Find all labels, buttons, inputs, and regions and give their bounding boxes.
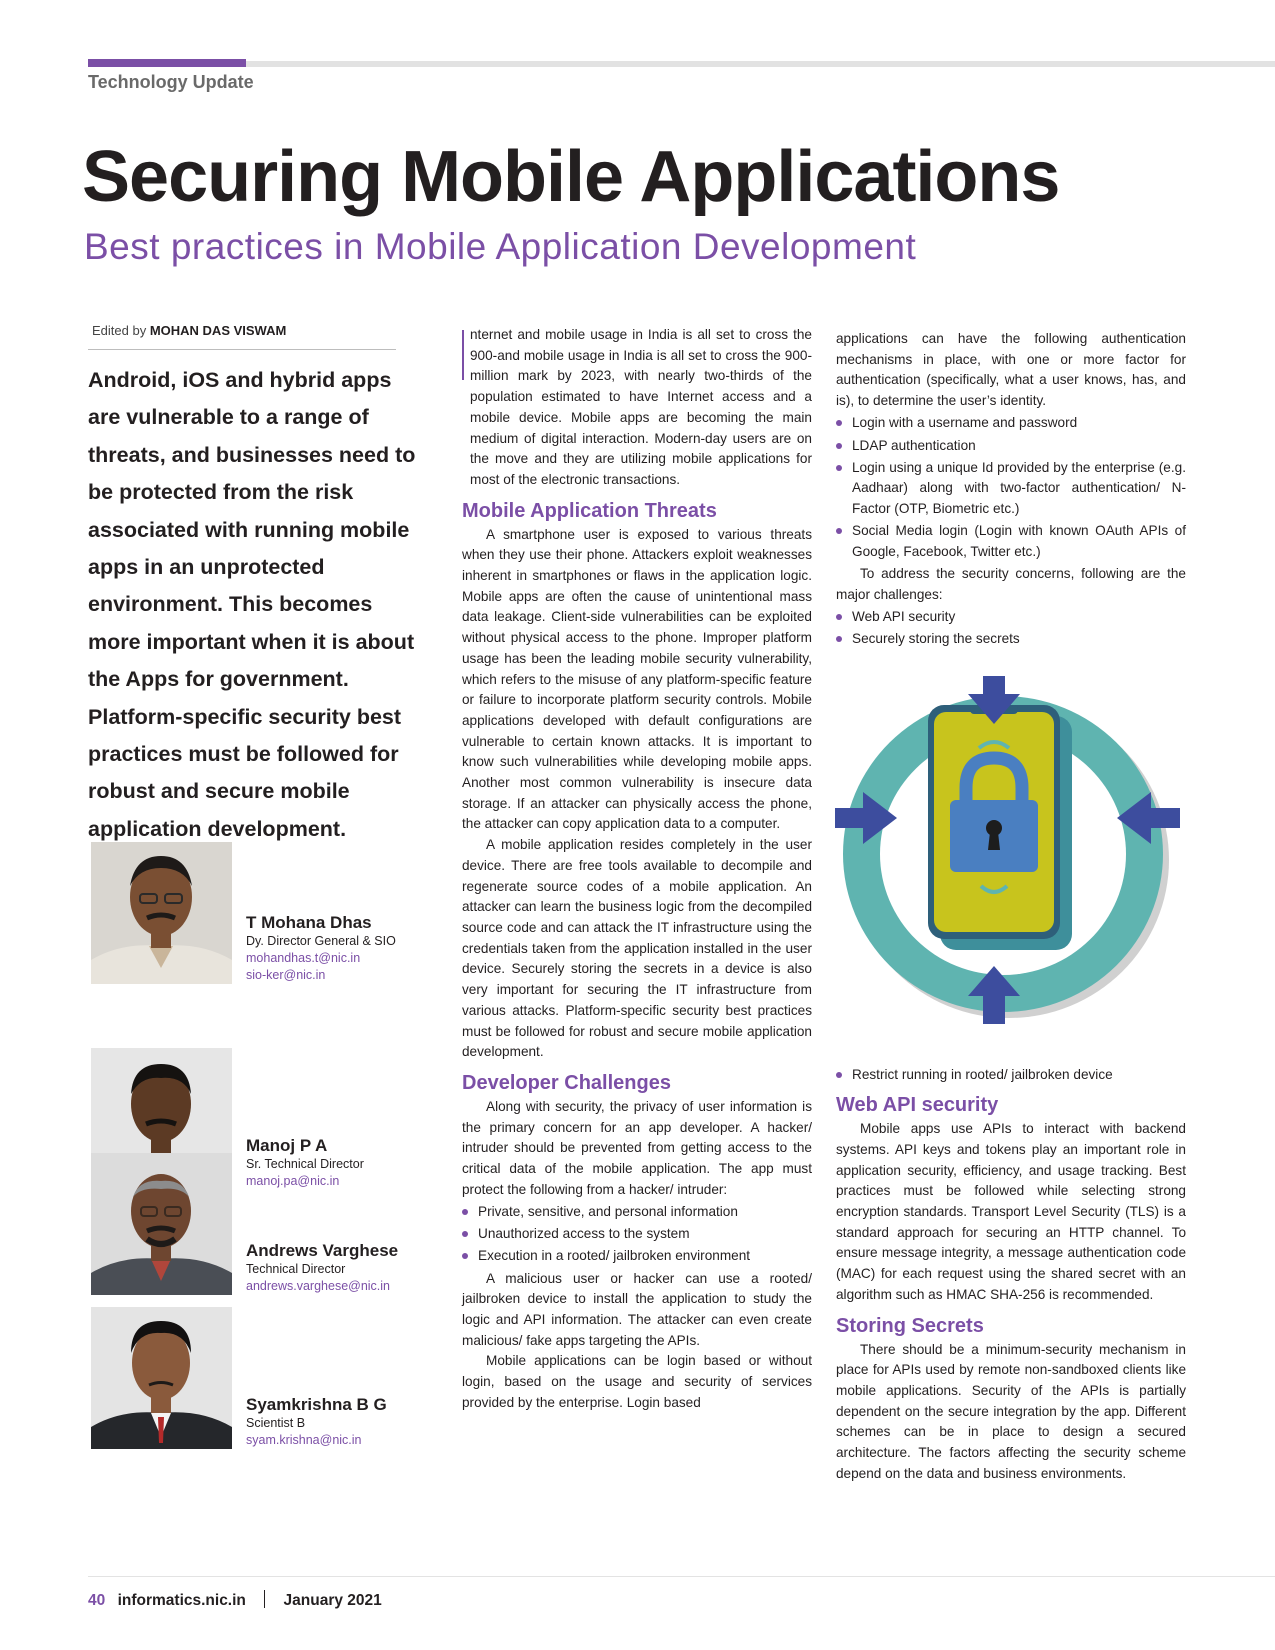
bullet-icon xyxy=(836,443,842,449)
author-photo xyxy=(91,1307,232,1449)
auth-paragraph: applications can have the following authentication mechanisms in place, with one or more factor for authentication (specifically, what a user knows, has, and is), to determine the user’s identity. xyxy=(836,331,1186,409)
article-column-3-bottom xyxy=(836,1063,1186,1484)
list-item: Restrict running in rooted/ jailbroken device xyxy=(836,1065,1186,1086)
author-card xyxy=(91,842,411,984)
bullet-icon xyxy=(836,465,842,471)
heading-web-api-security: Web API security xyxy=(836,1094,999,1117)
author-name: Syamkrishna B G xyxy=(246,1395,387,1414)
challenges-paragraph-3: Mobile applications can be login based or without login, based on the usage and security of services provided by the enterprise. Login based xyxy=(462,1353,812,1410)
intro-paragraph: nternet and mobile usage in India is all set to cross the 900-and mobile usage in India is all set to cross the 900-million mark by 2023, with nearly two-thirds of the population estimated to have Internet access and a mobile device. Mobile apps are becoming the main medium of digital interaction. Modern-day users are on the move and they are utilizing mobile applications for most of the electronic transactions. xyxy=(470,327,812,487)
bullet-icon xyxy=(836,528,842,534)
section-label: Technology Update xyxy=(88,72,254,92)
heading-threats: Mobile Application Threats xyxy=(462,499,717,522)
bullet-icon xyxy=(462,1231,468,1237)
author-info xyxy=(246,1394,387,1449)
list-item: Unauthorized access to the system xyxy=(462,1224,812,1245)
edited-by-label: Edited by xyxy=(92,323,147,338)
major-challenges-list-continued xyxy=(836,1065,1186,1086)
padlock-phone-icon xyxy=(835,676,1180,1031)
page-number: 40 xyxy=(88,1592,106,1609)
challenges-paragraph-1: Along with security, the privacy of user information is the primary concern for an app developer. A hacker/ intruder should be prevented from getting access to the critical data of the mobile application. The app must protect the following from a hacker/ intruder: xyxy=(462,1098,812,1197)
author-role: Technical Director xyxy=(246,1262,346,1277)
challenges-list xyxy=(462,1202,812,1267)
storing-secrets-paragraph: There should be a minimum-security mechanism in place for APIs used by remote non-sandboxed clients like mobile applications. Security of the APIs is partially dependent on the secure integration by the app. Different schemes can be in place to design a secured architecture. The factors affecting the security scheme depend on the data and business environments. xyxy=(836,1341,1186,1481)
bullet-icon xyxy=(836,420,842,426)
author-email[interactable]: mohandhas.t@nic.in xyxy=(246,951,361,966)
auth-list xyxy=(836,413,1186,562)
challenges-intro: To address the security concerns, following are the major challenges: xyxy=(836,566,1186,602)
footer-date: January 2021 xyxy=(283,1592,382,1609)
challenges-paragraph-2: A malicious user or hacker can use a rooted/ jailbroken device to install the application to study the logic and API information. The attacker can even create malicious/ fake apps targeting the APIs. xyxy=(462,1270,812,1348)
article-subtitle: Best practices in Mobile Application Development xyxy=(84,226,917,267)
article-title: Securing Mobile Applications xyxy=(82,137,1060,217)
bullet-icon xyxy=(836,1072,842,1078)
footer-rule xyxy=(88,1576,1275,1577)
article-column-3-top xyxy=(836,329,1186,652)
threats-paragraph-2: A mobile application resides completely in the user device. There are free tools available to decompile and regenerate source codes of a mobile application. An attacker can learn the business logic from the decompiled source code and can attack the IT infrastructure using the credentials taken from the application installed in the user device. Securely storing the secrets in a device is also very important for securing the IT infrastructure from various attacks. Platform-specific security best practices must be followed for robust and secure mobile application development. xyxy=(462,837,812,1060)
list-item: LDAP authentication xyxy=(836,436,1186,457)
footer-site[interactable]: informatics.nic.in xyxy=(117,1592,246,1609)
author-name: Manoj P A xyxy=(246,1136,328,1155)
author-email[interactable]: andrews.varghese@nic.in xyxy=(246,1279,391,1294)
author-info xyxy=(246,1240,398,1295)
author-info xyxy=(246,912,396,984)
author-card xyxy=(91,1307,411,1449)
bullet-icon xyxy=(836,636,842,642)
author-role: Sr. Technical Director xyxy=(246,1157,364,1172)
major-challenges-list xyxy=(836,607,1186,650)
editor-credit xyxy=(92,323,286,338)
list-item: Securely storing the secrets xyxy=(836,629,1186,650)
author-email[interactable]: syam.krishna@nic.in xyxy=(246,1433,362,1448)
editor-name: MOHAN DAS VISWAM xyxy=(149,323,287,338)
list-item: Social Media login (Login with known OAuth APIs of Google, Facebook, Twitter etc.) xyxy=(836,521,1186,562)
author-card xyxy=(91,1153,411,1295)
header-rule xyxy=(246,61,1275,67)
web-api-paragraph: Mobile apps use APIs to interact with backend systems. API keys and tokens play an important role in application security, efficiency, and usage tracking. Best practices must be followed while selecting strong encryption standards. Transport Level Security (TLS) is a standard approach for securing an HTTP channel. To ensure message integrity, a message authentication code (MAC) for each request using the shared secret with an algorithm such as HMAC SHA-256 is recommended. xyxy=(836,1121,1186,1302)
standfirst: Android, iOS and hybrid apps are vulnerable to a range of threats, and businesses need to be protected from the risk associated with running mobile apps in an unprotected environment. This becomes more important when it is about the Apps for government. Platform-specific security best practices must be followed for robust and secure mobile application development. xyxy=(88,368,416,841)
author-email[interactable]: manoj.pa@nic.in xyxy=(246,1174,340,1189)
list-item: Login using a unique Id provided by the enterprise (e.g. Aadhaar) along with two-factor authentication/ N- Factor (OTP, Biometric etc.) xyxy=(836,458,1186,520)
list-item: Execution in a rooted/ jailbroken environment xyxy=(462,1246,812,1267)
threats-paragraph-1: A smartphone user is exposed to various threats when they use their phone. Attackers exploit weaknesses inherent in smartphones or flaws in the application logic. Mobile apps are often the cause of unintentional mass data leakage. Client-side vulnerabilities can be exploited without physical access to the phone. Improper platform usage has been the leading mobile security vulnerability, which refers to the misuse of any platform-specific feature or failure to incorporate platform security controls. Mobile applications developed with default configurations are vulnerable to certain known attacks. It is important to know such vulnerabilities while developing mobile apps. Another most common vulnerability is insecure data storage. If an attacker can physically access the phone, the attacker can copy application data to a computer. xyxy=(462,526,812,832)
bullet-icon xyxy=(462,1253,468,1259)
author-name: T Mohana Dhas xyxy=(246,913,372,933)
author-role: Scientist B xyxy=(246,1416,306,1431)
author-photo xyxy=(91,1153,232,1295)
article-column-2 xyxy=(462,325,812,1413)
header-accent-bar xyxy=(88,59,246,67)
author-name: Andrews Varghese xyxy=(246,1241,399,1260)
list-item: Private, sensitive, and personal information xyxy=(462,1202,812,1223)
bullet-icon xyxy=(836,614,842,620)
heading-storing-secrets: Storing Secrets xyxy=(836,1314,984,1337)
footer-divider xyxy=(264,1590,265,1608)
list-item: Web API security xyxy=(836,607,1186,628)
editor-divider xyxy=(88,349,396,350)
heading-developer-challenges: Developer Challenges xyxy=(462,1071,671,1094)
author-email[interactable]: sio-ker@nic.in xyxy=(246,968,326,983)
author-role: Dy. Director General & SIO xyxy=(246,934,396,949)
page-footer xyxy=(88,1590,382,1610)
list-item: Login with a username and password xyxy=(836,413,1186,434)
author-photo xyxy=(91,842,232,984)
bullet-icon xyxy=(462,1209,468,1215)
